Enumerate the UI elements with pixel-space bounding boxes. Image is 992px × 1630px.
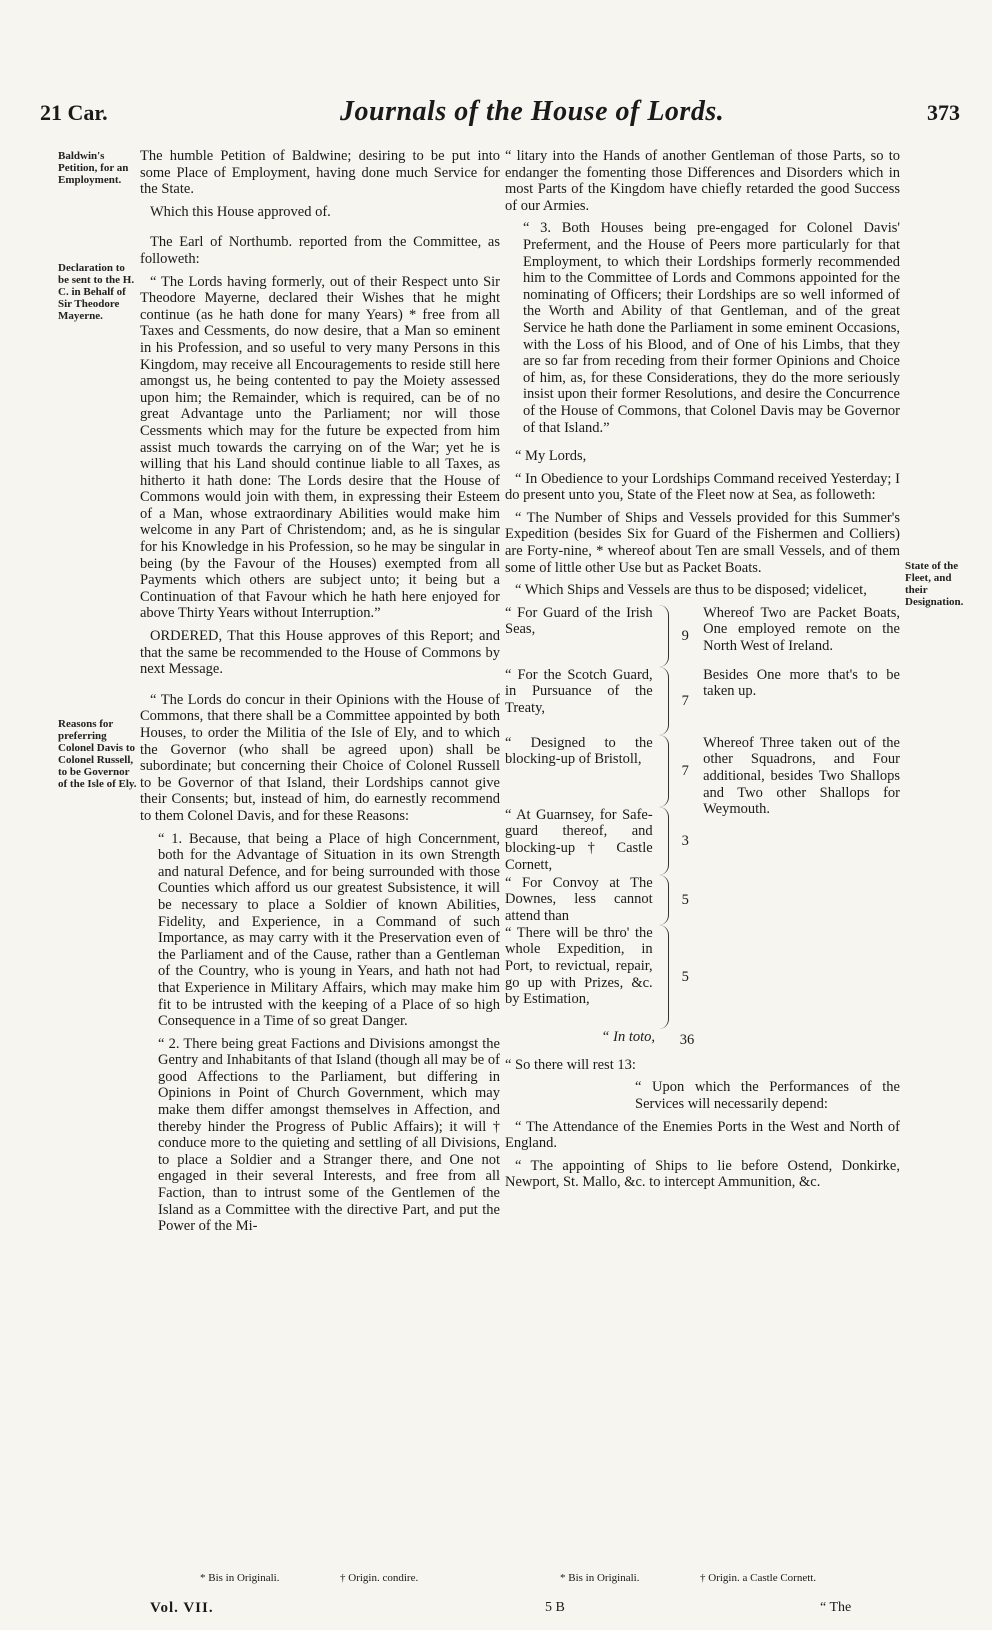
footnote: * Bis in Originali. [200,1572,280,1584]
signature-mark: 5 B [545,1600,565,1615]
paragraph: “ The Attendance of the Enemies Ports in the West and North of England. [505,1118,900,1152]
paragraph: “ So there will rest 13: [505,1056,636,1073]
paragraph: The humble Petition of Baldwine; desiring to be put into some Place of Employment, having done much Service for the State. [140,148,500,198]
left-column [140,148,500,1241]
fleet-label: “ For the Scotch Guard, in Pursuance of the Treaty, [505,666,653,717]
fleet-label: “ For Convoy at The Downes, less cannot attend than [505,874,653,925]
brace [657,925,670,1029]
paragraph: Which this House approved of. [150,203,331,220]
page-header [40,96,960,136]
paragraph: “ My Lords, [515,448,587,465]
fleet-note: Besides One more that's to be taken up. [703,666,900,700]
fleet-row [505,925,900,1029]
fleet-note: Whereof Three taken out of the other Squadrons, and Four additional, besides Two Shallops and Two other Shallops for Weymouth. [703,734,900,818]
regnal-year: 21 Car. [40,100,108,125]
in-toto-label: “ In toto, [601,1028,655,1045]
paragraph: “ The Lords do concur in their Opinions with the House of Commons, that there shall be a Committee appointed by both Houses, to order the Militia of the Isle of Ely, and to which the Governor (who shall be agreed upon) shall be subordinate; but concerning their Choice of Colonel Russell to be Governor of that Island, their Lordships cannot give their Consents; but, instead of him, do earnestly recommend to them Colonel Davis, and for these Reasons: [140,691,500,824]
fleet-note [697,807,900,875]
fleet-note [697,925,900,1029]
page-number: 373 [927,100,960,125]
paragraph: “ In Obedience to your Lordships Command received Yesterday; I do present unto you, State of the Fleet now at Sea, as followeth: [505,470,900,504]
fleet-table [505,605,900,1051]
fleet-count: 7 [681,692,689,709]
fleet-note: Whereof Two are Packet Boats, One employed remote on the North West of Ireland. [703,604,900,655]
paragraph: “ 1. Because, that being a Place of high Concernment, both for the Advantage of Situation in its own Strength and natural Defence, and for being surrounded with those Counties which afford us our greatest Subsistence, it will be necessary to place a Soldier of known Abilities, Fidelity, and Experience, in a Command of such Importance, as may carry with it the Preservation even of the Parliament and of the Cause, rather than a Gentleman of the Country, who is young in Years, and hath not had that Experience in Military Affairs, which may make him fit to be intrusted with the keeping of a Place of so high Consequence in a Time of so great Danger. [158,830,500,1030]
paragraph: “ litary into the Hands of another Gentleman of those Parts, so to endanger the fomenting those Differences and Disorders which in most Parts of the Kingdom have chiefly retarded the good Success of our Armies. [505,148,900,214]
fleet-row [505,807,900,875]
fleet-label: “ There will be thro' the whole Expedition, in Port, to revictual, repair, go up with Prizes, &c. by Estimation, [505,924,653,1008]
fleet-count: 5 [681,891,689,908]
running-title: Journals of the House of Lords. [340,96,725,127]
margin-note-baldwine: Baldwin's Petition, for an Employment. [58,150,129,186]
margin-note-reasons: Reasons for preferring Colonel Davis to Colonel Russell, to be Governor of the Isle of Ely. [58,718,137,790]
right-column [505,148,900,1197]
paragraph: The Earl of Northumb. reported from the Committee, as followeth: [140,234,500,267]
paragraph: “ The Number of Ships and Vessels provided for this Summer's Expedition (besides Six for Guard of the Fishermen and Colliers) are Forty-nine, * whereof about Ten are small Vessels, and of them some of little other Use but as Packet Boats. [505,509,900,576]
fleet-label: “ For Guard of the Irish Seas, [505,604,653,638]
footnote: † Origin. a Castle Cornett. [700,1572,817,1584]
margin-note-fleet: State of the Fleet, and their Designation. [905,560,964,608]
paragraph: “ Which Ships and Vessels are thus to be disposed; videlicet, [515,582,867,599]
brace [657,667,670,735]
margin-note-declaration: Declaration to be sent to the H. C. in Behalf of Sir Theodore Mayerne. [58,262,135,322]
brace [657,605,670,667]
brace [657,875,670,925]
fleet-count: 7 [681,762,689,779]
paragraph: “ 2. There being great Factions and Divisions amongst the Gentry and Inhabitants of that Island (though all may be of good Affections to the Parliament, but differing in Opinions in Point of Church Government, which may make them differ amongst themselves in Affection, and thereby hinder the Progress of Public Affairs); it will † conduce more to the quieting and settling of all Divisions, to place a Soldier and a Stranger there, and One not engaged in their several Interests, and free from all Faction, than to intrust some of the Gentlemen of the Island as a Committee with the directive Part, and put the Power of the Mi- [158,1035,500,1235]
fleet-row [505,734,900,818]
paragraph: “ The Lords having formerly, out of their Respect unto Sir Theodore Mayerne, declared their Wishes that he might continue (as he hath done for many Years) * free from all Taxes and Cessments, do now desire, that a Man so eminent in his Profession, and so useful to very many Persons in this Kingdom, may receive all Encouragements to reside still here amongst us, he being contented to pay the Moiety assessed upon him; the Remainder, which is required, can be of no great Advantage unto the Parliament; nor will those Cessments which may for the future be expected from him assist much towards the carrying on of the War; yet he is willing that his Land should continue liable to all Taxes, as hitherto it hath done: The Lords desire that the House of Commons would join with them, in expressing their Esteem of a Man, whose extraordinary Abilities would make him welcome in any Part of Christendom; and, as he is singular for his Knowledge in his Profession, so he may be singular in being (by the Favour of the Houses) exempted from all Payments which others are subject unto; it being but a Continuation of that Favour which he hath here enjoyed for above Thirty Years without Interruption.” [140,273,500,622]
fleet-total-row [505,1029,900,1051]
footnote: † Origin. condire. [340,1572,419,1584]
paragraph: “ Upon which the Performances of the Services will necessarily depend: [635,1079,900,1113]
fleet-row [505,605,900,667]
fleet-label: “ Designed to the blocking-up of Bristoll, [505,734,653,768]
fleet-row [505,875,900,925]
fleet-label: “ At Guarnsey, for Safe-guard thereof, and blocking-up † Castle Cornett, [505,806,653,873]
brace [657,807,670,875]
fleet-count: 3 [681,832,689,849]
paragraph: “ The appointing of Ships to lie before Ostend, Donkirke, Newport, St. Mallo, &c. to intercept Ammunition, &c. [505,1157,900,1191]
paragraph: ORDERED, That this House approves of this Report; and that the same be recommended to the House of Commons by next Message. [140,628,500,678]
in-toto-count: 36 [679,1031,695,1048]
catchword: “ The [820,1600,852,1615]
brace [657,735,670,807]
paragraph: “ 3. Both Houses being pre-engaged for Colonel Davis' Preferment, and the House of Peers more particularly for that Employment, to which their Lordships formerly recommended him to the Committee of Lords and Commons appointed for the nominating of Officers; their Lordships are so well informed of the Worth and Ability of that Gentleman, and of the great Service he hath done the Parliament in some eminent Occasions, with the Loss of his Blood, and of One of his Limbs, that they are so far from receding from their former Opinions and Choice of him, as, for these Considerations, they do the more seriously insist upon their former Resolutions, and desire the Concurrence of the House of Commons, that Colonel Davis may be Governor of that Island.” [523,220,900,436]
footnote: * Bis in Originali. [560,1572,640,1584]
fleet-note [697,875,900,925]
fleet-count: 9 [681,627,689,644]
fleet-count: 5 [681,968,689,985]
fleet-row [505,667,900,735]
volume-label: Vol. VII. [150,1600,214,1616]
